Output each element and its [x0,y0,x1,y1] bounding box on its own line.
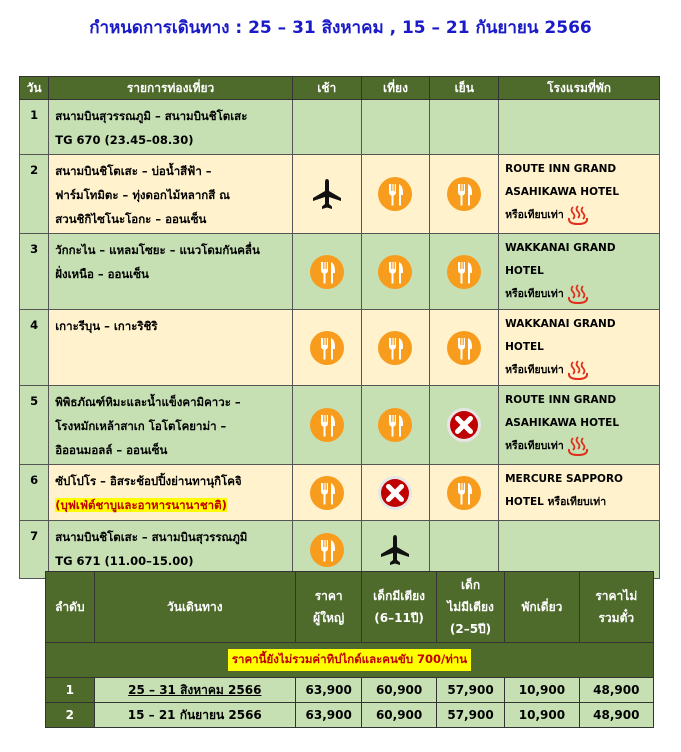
price-note: ราคานี้ยังไม่รวมค่าทิปไกด์และคนขับ 700/ท่าน [228,649,471,671]
fork-knife-icon [446,475,482,511]
day-number: 1 [20,100,49,155]
price-header-no: ลำดับ [46,572,95,643]
price-row-child-bed: 60,900 [362,703,436,728]
fork-knife-icon [377,254,413,290]
itinerary-row [20,155,660,234]
fork-knife-icon [377,407,413,443]
price-header-single: พักเดี่ยว [505,572,579,643]
itinerary-row [20,234,660,310]
price-row-adult: 63,900 [295,678,362,703]
price-row-noticket: 48,900 [579,703,653,728]
hotel-cell [499,521,660,579]
price-row-no: 1 [46,678,95,703]
lunch-cell [361,155,430,234]
day-number: 2 [20,155,49,234]
price-row-single: 10,900 [505,703,579,728]
fork-knife-icon [446,176,482,212]
description-line: สนามบินชิโตเสะ – บ่อน้ำสีฟ้า – [55,164,212,178]
description-line: สวนชิกิไซโนะโอกะ – ออนเซ็น [55,212,207,226]
lunch-cell [361,465,430,521]
hotel-line: MERCURE SAPPORO [505,473,623,485]
price-row-child-nobed: 57,900 [436,678,504,703]
itinerary-row [20,310,660,386]
header-breakfast: เช้า [292,77,361,100]
day-description [49,386,293,465]
breakfast-cell [292,100,361,155]
price-row-adult: 63,900 [295,703,362,728]
day-number: 6 [20,465,49,521]
description-line: อิออนมอลล์ – ออนเซ็น [55,443,168,457]
header-day: วัน [20,77,49,100]
day-number: 7 [20,521,49,579]
hotel-line: WAKKANAI GRAND HOTEL [505,242,616,277]
price-row [46,678,654,703]
breakfast-cell [292,155,361,234]
cross-icon [446,407,482,443]
breakfast-cell [292,465,361,521]
hotel-line: หรือเทียบเท่า [505,283,653,306]
price-row-date: 15 – 21 กันยายน 2566 [94,703,295,728]
description-line: ซัปโปโร – อิสระช้อปปิ้งย่านทานุกิโคจิ [55,474,242,488]
hotel-cell [499,465,660,521]
hotel-cell [499,155,660,234]
description-line: สนามบินชิโตเสะ – สนามบินสุวรรณภูมิ [55,530,248,544]
hotel-line: หรือเทียบเท่า [505,204,653,227]
day-number: 3 [20,234,49,310]
header-program: รายการท่องเที่ยว [49,77,293,100]
highlight-note: (บุฟเฟ่ต์ชาบูและอาหารนานาชาติ) [55,498,227,512]
lunch-cell [361,310,430,386]
lunch-cell [361,386,430,465]
hotel-line: ROUTE INN GRAND [505,394,617,406]
day-description [49,521,293,579]
dinner-cell [430,234,499,310]
dinner-cell [430,386,499,465]
itinerary-row [20,100,660,155]
day-description [49,100,293,155]
price-row [46,703,654,728]
day-description [49,234,293,310]
description-line: ฟาร์มโทมิตะ – ทุ่งดอกไม้หลากสี ณ [55,188,230,202]
price-row-single: 10,900 [505,678,579,703]
hotel-line: HOTEL หรือเทียบเท่า [505,496,607,508]
fork-knife-icon [309,254,345,290]
price-row-noticket: 48,900 [579,678,653,703]
day-number: 5 [20,386,49,465]
hotel-line: หรือเทียบเท่า [505,435,653,458]
itinerary-row [20,386,660,465]
price-header-child-nobed: เด็ก ไม่มีเตียง (2–5ปี) [436,572,504,643]
fork-knife-icon [309,407,345,443]
breakfast-cell [292,310,361,386]
description-line: วักกะไน – แหลมโซยะ – แนวโดมกันคลื่น [55,243,260,257]
description-line: พิพิธภัณฑ์หิมะและน้ำแข็งคามิคาวะ – [55,395,241,409]
fork-knife-icon [377,176,413,212]
onsen-icon [567,205,589,225]
cross-icon [377,475,413,511]
price-row-child-bed: 60,900 [362,678,436,703]
description-line: สนามบินสุวรรณภูมิ – สนามบินชิโตเสะ [55,109,248,123]
hotel-cell [499,310,660,386]
price-header-noticket: ราคาไม่ รวมตั๋ว [579,572,653,643]
description-line: โรงหมักเหล้าสาเก โอโตโคยาม่า – [55,419,227,433]
breakfast-cell [292,234,361,310]
onsen-icon [567,284,589,304]
day-number: 4 [20,310,49,386]
day-description [49,465,293,521]
dinner-cell [430,465,499,521]
hotel-line: WAKKANAI GRAND HOTEL [505,318,616,353]
itinerary-header-row [20,77,660,100]
hotel-line: ROUTE INN GRAND [505,163,617,175]
breakfast-cell [292,521,361,579]
breakfast-cell [292,386,361,465]
price-row-date: 25 – 31 สิงหาคม 2566 [94,678,295,703]
day-description [49,155,293,234]
hotel-cell [499,386,660,465]
fork-knife-icon [309,475,345,511]
price-table [45,571,654,728]
hotel-line: ASAHIKAWA HOTEL [505,417,620,429]
itinerary-row [20,521,660,579]
price-header-child-bed: เด็กมีเตียง (6–11ปี) [362,572,436,643]
hotel-line: ASAHIKAWA HOTEL [505,186,620,198]
price-row-no: 2 [46,703,95,728]
onsen-icon [567,436,589,456]
hotel-cell [499,234,660,310]
plane-icon [377,532,413,568]
price-header-adult: ราคา ผู้ใหญ่ [295,572,362,643]
price-row-child-nobed: 57,900 [436,703,504,728]
price-note-row [46,643,654,678]
price-header-row [46,572,654,643]
header-lunch: เที่ยง [361,77,430,100]
plane-icon [309,176,345,212]
header-dinner: เย็น [430,77,499,100]
fork-knife-icon [446,330,482,366]
hotel-line: หรือเทียบเท่า [505,359,653,382]
description-line: ฝั่งเหนือ – ออนเซ็น [55,267,149,281]
day-description [49,310,293,386]
fork-knife-icon [377,330,413,366]
itinerary-table [19,76,660,579]
description-line: TG 671 (11.00–15.00) [55,554,194,568]
fork-knife-icon [309,532,345,568]
lunch-cell [361,521,430,579]
description-line: เกาะรีบุน – เกาะริชิริ [55,319,158,333]
price-header-date: วันเดินทาง [94,572,295,643]
fork-knife-icon [309,330,345,366]
hotel-cell [499,100,660,155]
dinner-cell [430,155,499,234]
onsen-icon [567,360,589,380]
itinerary-row [20,465,660,521]
page-title: กำหนดการเดินทาง : 25 – 31 สิงหาคม , 15 – 21 กันยายน 2566 [89,18,592,38]
lunch-cell [361,234,430,310]
fork-knife-icon [446,254,482,290]
dinner-cell [430,521,499,579]
dinner-cell [430,310,499,386]
lunch-cell [361,100,430,155]
description-line: TG 670 (23.45–08.30) [55,133,194,147]
dinner-cell [430,100,499,155]
header-hotel: โรงแรมที่พัก [499,77,660,100]
